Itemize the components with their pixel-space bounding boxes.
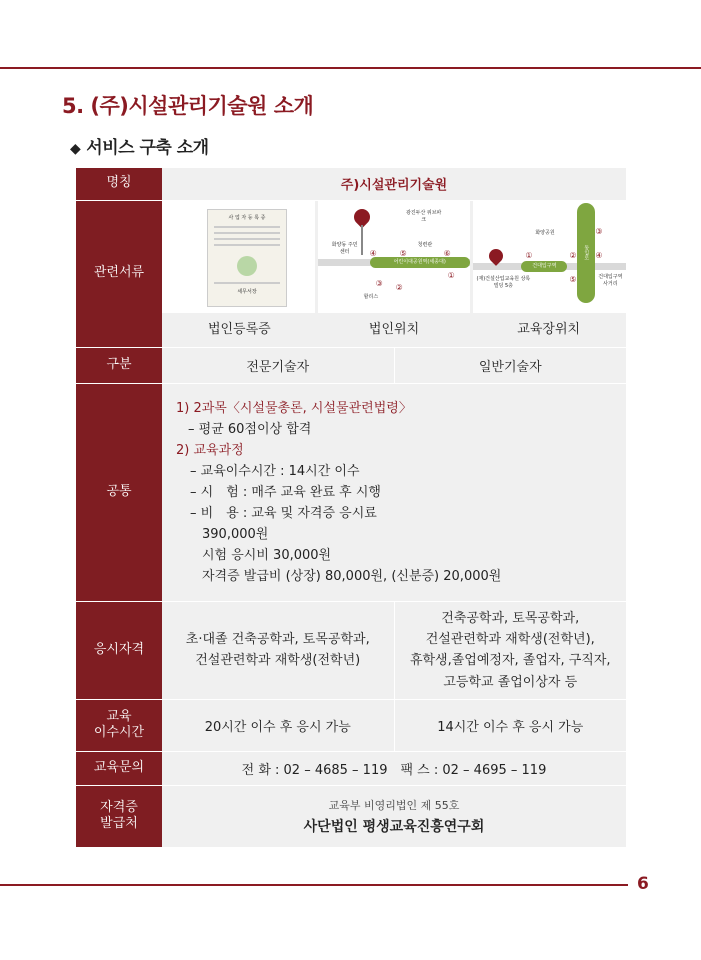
bottom-rule xyxy=(0,884,628,886)
map2-marker-4: ④ xyxy=(595,250,603,260)
map2-marker-1: ① xyxy=(525,250,533,260)
corporate-location-map xyxy=(318,201,471,313)
docs-cell xyxy=(162,200,626,347)
qual-general-line-4: 고등학교 졸업이상자 등 xyxy=(443,674,578,690)
qualification-expert xyxy=(162,601,394,699)
caption-corporate-location: 법인위치 xyxy=(368,321,420,337)
caption-business-registration: 법인등록증 xyxy=(207,321,271,337)
cert-issuer: 세무서장 xyxy=(237,288,257,295)
top-rule xyxy=(0,67,701,69)
education-center-map xyxy=(473,201,626,313)
common-line-total: 390,000원 xyxy=(202,526,269,542)
map1-marker-1: ① xyxy=(447,270,455,280)
category-general: 일반기술자 xyxy=(394,347,626,383)
row-hours xyxy=(76,699,626,751)
issuer-registration: 교육부 비영리법인 제 55호 xyxy=(328,798,460,812)
row-qualification xyxy=(76,601,626,699)
category-expert: 전문기술자 xyxy=(162,347,394,383)
business-registration-image xyxy=(162,201,315,313)
common-line-hours: – 교육이수시간 : 14시간 이수 xyxy=(190,463,360,479)
qual-general-line-3: 휴학생,졸업예정자, 졸업자, 구직자, xyxy=(409,653,611,669)
row-docs xyxy=(76,200,626,347)
label-hours xyxy=(76,699,162,751)
label-qualification: 응시자격 xyxy=(76,601,162,699)
common-line-cost: – 비 용 : 교육 및 자격증 응시료 xyxy=(190,505,377,521)
section-subtitle xyxy=(70,133,209,158)
map1-marker-2: ② xyxy=(395,282,403,292)
issuer-cell xyxy=(162,785,626,847)
map1-label-wibe: 광진두산 위브파크 xyxy=(405,209,442,223)
map2-road: 동일로 xyxy=(577,203,595,303)
map2-label-crossing: 건대입구역 사거리 xyxy=(598,273,623,287)
page-title: 5. (주)시설관리기술원 소개 xyxy=(62,94,314,118)
map1-marker-3: ③ xyxy=(375,278,383,288)
map1-marker-6: ⑥ xyxy=(443,248,451,258)
map2-station: 건대입구역 xyxy=(521,261,567,272)
map1-label-hall: 청련관 xyxy=(417,241,433,248)
common-line-course: 2) 교육과정 xyxy=(176,442,244,458)
qual-general-line-2: 건설관련학과 재학생(전학년), xyxy=(425,631,595,647)
map1-label-center: 화양동 주민센터 xyxy=(331,241,358,255)
common-line-pass: – 평균 60점이상 합격 xyxy=(188,421,312,437)
map2-marker-5: ⑤ xyxy=(569,274,577,284)
diamond-icon: ◆ xyxy=(70,141,81,157)
label-category: 구분 xyxy=(76,347,162,383)
label-docs: 관련서류 xyxy=(76,200,162,347)
map2-marker-2: ② xyxy=(569,250,577,260)
hours-general: 14시간 이수 후 응시 가능 xyxy=(394,699,626,751)
common-line-exam: – 시 험 : 매주 교육 완료 후 시행 xyxy=(190,484,381,500)
label-hours-line-2: 이수시간 xyxy=(93,725,145,741)
hours-expert: 20시간 이수 후 응시 가능 xyxy=(162,699,394,751)
row-issuer xyxy=(76,785,626,847)
issuer-organization: 사단법인 평생교육진흥연구회 xyxy=(303,818,485,835)
cert-title: 사 업 자 등 록 증 xyxy=(228,214,266,221)
seal-icon xyxy=(237,256,257,276)
map2-marker-3: ③ xyxy=(595,226,603,236)
qual-general-line-1: 건축공학과, 토목공학과, xyxy=(441,610,580,626)
qual-expert-line-1: 초·대졸 건축공학과, 토목공학과, xyxy=(185,631,370,647)
docs-images xyxy=(162,201,626,313)
common-line-subjects: 1) 2과목〈시설물총론, 시설물관련법령〉 xyxy=(176,400,412,416)
caption-education-location: 교육장위치 xyxy=(517,321,581,337)
label-hours-line-1: 교육 xyxy=(106,708,132,724)
map1-station: 어린이대공원역(세종대) xyxy=(370,257,470,268)
label-name: 명칭 xyxy=(76,168,162,200)
row-common xyxy=(76,383,626,601)
label-inquiry: 교육문의 xyxy=(76,751,162,785)
map2-label-building: (재)건설산업교육원 상록빌딩 5층 xyxy=(476,275,531,289)
common-details xyxy=(162,383,626,601)
qualification-general xyxy=(394,601,626,699)
label-issuer xyxy=(76,785,162,847)
map1-marker-5: ⑤ xyxy=(399,248,407,258)
qual-expert-line-2: 건설관련학과 재학생(전학년) xyxy=(195,653,361,669)
map1-label-hollys: 할리스 xyxy=(363,293,379,300)
info-table xyxy=(76,168,626,848)
inquiry-contact: 전 화 : 02 – 4685 – 119 팩 스 : 02 – 4695 – 119 xyxy=(162,751,626,785)
label-common: 공통 xyxy=(76,383,162,601)
label-issuer-line-2: 발급처 xyxy=(100,816,138,832)
label-issuer-line-1: 자격증 xyxy=(100,799,138,815)
row-inquiry xyxy=(76,751,626,785)
map1-marker-4: ④ xyxy=(369,248,377,258)
subtitle-text: 서비스 구축 소개 xyxy=(86,138,209,158)
map2-label-park: 화양공원 xyxy=(535,229,555,236)
common-line-exam-fee: 시험 응시비 30,000원 xyxy=(202,547,332,563)
value-name: 주)시설관리기술원 xyxy=(162,168,626,200)
docs-captions xyxy=(162,313,626,347)
page-number: 6 xyxy=(637,874,649,894)
common-line-cert-fee: 자격증 발급비 (상장) 80,000원, (신분증) 20,000원 xyxy=(202,568,502,584)
row-name xyxy=(76,168,626,200)
row-category xyxy=(76,347,626,383)
